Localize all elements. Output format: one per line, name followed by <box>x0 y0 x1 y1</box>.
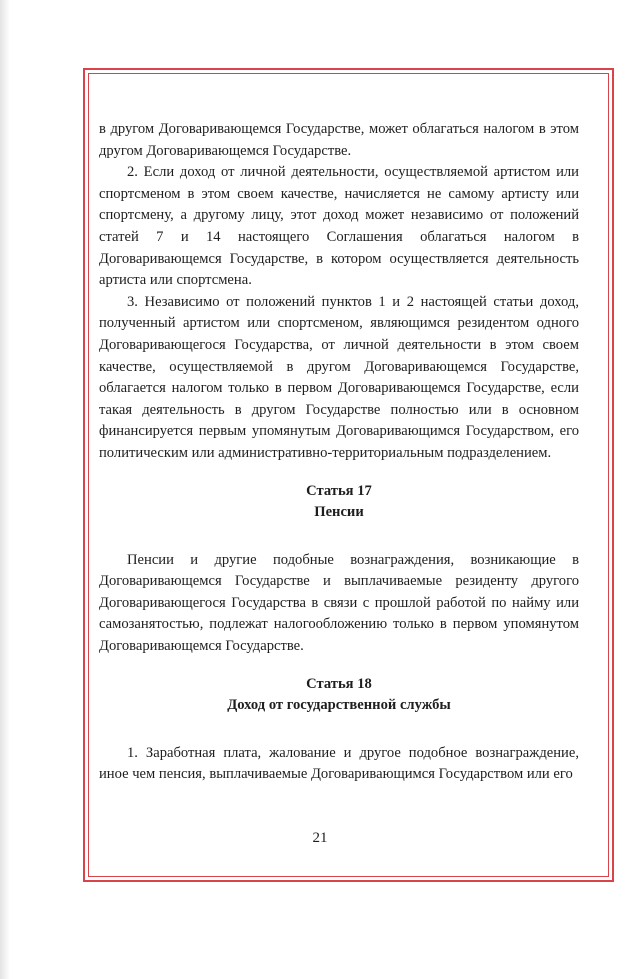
article-17-number: Статья 17 <box>306 482 372 499</box>
article-17-text: Пенсии и другие подобные вознаграждения, возникающие в Договаривающемся Государстве и выплачиваемые резиденту другого Договаривающегося Государства в связи с прошлой работой по найму или самозанятостью, подлежат налогообложению только в первом упомянутом Договаривающемся Государстве. <box>99 551 579 655</box>
article-18-text: 1. Заработная плата, жалование и другое подобное вознаграждение, иное чем пенсия, выплачиваемые Договаривающимся Государством или его <box>99 744 579 783</box>
paragraph-item-3: 3. Независимо от положений пунктов 1 и 2 настоящей статьи доход, полученный артистом или спортсменом, являющимся резидентом одного Договаривающегося Государства, от личной деятельности в этом своем качестве, осуществляемой в другом Договаривающемся Государстве, облагается налогом только в первом Договаривающемся Государстве, если такая деятельность в другом Государстве полностью или в основном финансируется первым упомянутым Договаривающимся Государством, его политическим или административно-территориальным подразделением. <box>99 293 579 461</box>
article-17-title: Пенсии <box>314 504 364 521</box>
article-18-title: Доход от государственной службы <box>227 697 451 714</box>
document-body <box>99 119 579 786</box>
paragraph-item-2: 2. Если доход от личной деятельности, осуществляемой артистом или спортсменом в этом своем качестве, начисляется не самому артисту или спортсмену, а другому лицу, этот доход может независимо от положений статей 7 и 14 настоящего Соглашения облагаться налогом в Договаривающемся Государстве, в котором осуществляется деятельность артиста или спортсмена. <box>99 164 579 289</box>
article-18-number: Статья 18 <box>306 675 372 692</box>
page-number: 21 <box>312 830 328 846</box>
paragraph-continuation: в другом Договаривающемся Государстве, может облагаться налогом в этом другом Договаривающемся Государстве. <box>99 121 579 159</box>
